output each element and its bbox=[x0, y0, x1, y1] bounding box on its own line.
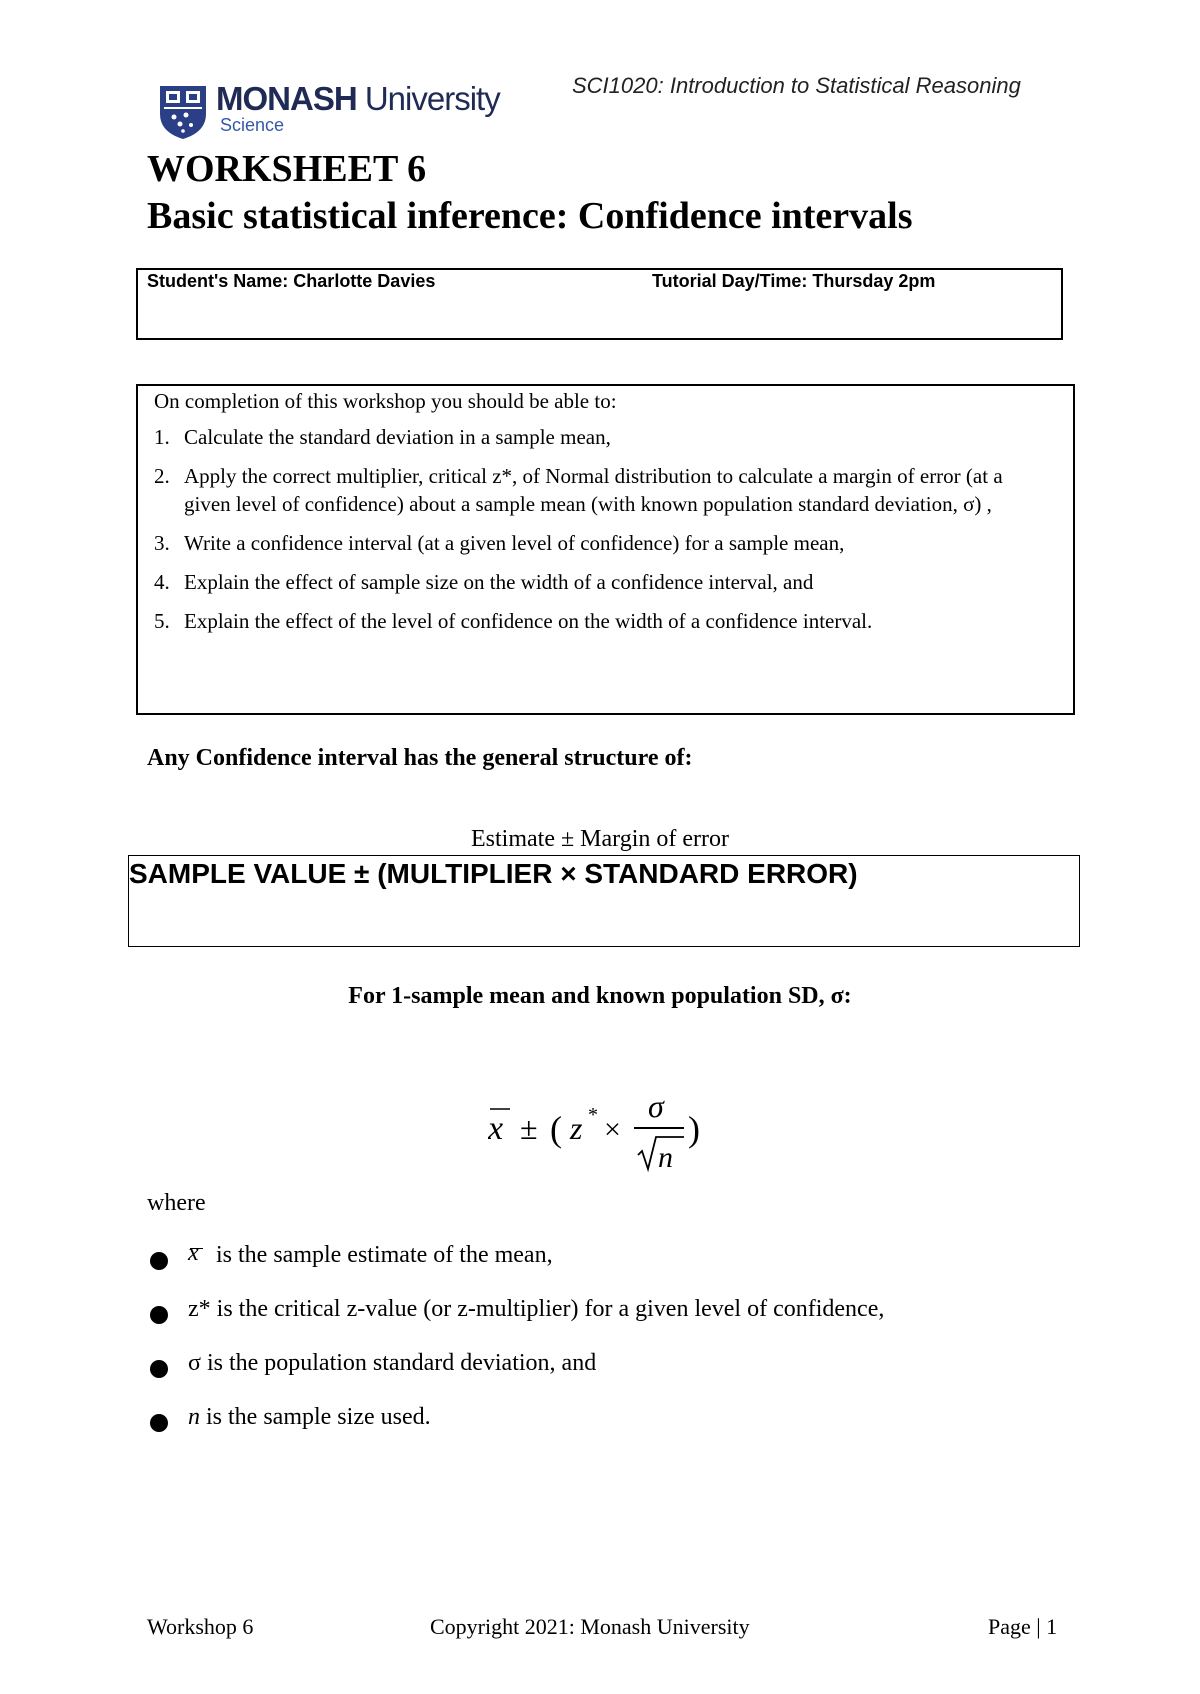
general-structure-heading: Any Confidence interval has the general structure of: bbox=[147, 745, 693, 771]
equation-z: z bbox=[570, 1110, 583, 1146]
bullet-icon bbox=[150, 1360, 168, 1378]
objective-item: 1. Calculate the standard deviation in a sample mean, bbox=[154, 425, 611, 449]
objective-item: 4. Explain the effect of sample size on the width of a confidence interval, and bbox=[154, 570, 814, 594]
student-name-field: Student's Name: Charlotte Davies bbox=[147, 271, 436, 291]
definition-item: x is the sample estimate of the mean, bbox=[150, 1242, 1070, 1296]
definition-item: z* is the critical z-value (or z-multiplier) for a given level of confidence, bbox=[150, 1296, 1070, 1350]
worksheet-subtitle: Basic statistical inference: Confidence intervals bbox=[147, 195, 913, 237]
equation-close-paren: ) bbox=[688, 1109, 700, 1149]
equation-sigma: σ bbox=[648, 1088, 664, 1124]
bullet-icon bbox=[150, 1306, 168, 1324]
n-symbol: n bbox=[188, 1404, 200, 1430]
learning-objectives-box bbox=[136, 384, 1075, 715]
footer-page-number: Page | 1 bbox=[988, 1614, 1058, 1639]
footer-workshop: Workshop 6 bbox=[147, 1614, 254, 1639]
definitions-list bbox=[150, 1242, 1070, 1458]
worksheet-title: WORKSHEET 6 bbox=[147, 148, 427, 190]
equation-n: n bbox=[658, 1141, 673, 1174]
student-details-box bbox=[136, 268, 1063, 340]
objectives-list bbox=[146, 423, 1065, 635]
objective-item: 2. Apply the correct multiplier, critical z*, of Normal distribution to calculate a margin of error (at a given level of confidence) about a sample mean (with known population standard deviation, σ) , bbox=[154, 464, 1003, 516]
estimate-margin-line: Estimate ± Margin of error bbox=[471, 826, 729, 852]
equation-open-paren: ( bbox=[550, 1109, 562, 1149]
general-formula-box bbox=[128, 855, 1080, 947]
course-title: SCI1020: Introduction to Statistical Reasoning bbox=[572, 73, 1021, 98]
monash-logo bbox=[158, 80, 513, 140]
confidence-interval-equation bbox=[488, 1085, 728, 1175]
bullet-icon bbox=[150, 1252, 168, 1270]
objective-item: 3. Write a confidence interval (at a given level of confidence) for a sample mean, bbox=[154, 531, 845, 555]
one-sample-heading: For 1-sample mean and known population SD, σ: bbox=[348, 983, 852, 1009]
where-label: where bbox=[147, 1190, 206, 1216]
logo-wordmark: MONASH University bbox=[216, 80, 500, 117]
equation-plus-minus: ± bbox=[520, 1110, 538, 1146]
objectives-intro: On completion of this workshop you should be able to: bbox=[154, 389, 617, 413]
logo-faculty: Science bbox=[220, 115, 285, 135]
monash-crest-icon bbox=[158, 84, 208, 140]
bullet-icon bbox=[150, 1414, 168, 1432]
objective-item: 5. Explain the effect of the level of confidence on the width of a confidence interval. bbox=[154, 609, 873, 633]
equation-times: × bbox=[604, 1113, 621, 1146]
footer-copyright: Copyright 2021: Monash University bbox=[430, 1614, 750, 1639]
equation-xbar: x bbox=[488, 1110, 504, 1147]
definition-item: σ is the population standard deviation, and bbox=[150, 1350, 1070, 1404]
tutorial-time-field: Tutorial Day/Time: Thursday 2pm bbox=[652, 271, 936, 291]
definition-item: n is the sample size used. bbox=[150, 1404, 1070, 1458]
equation-star: * bbox=[588, 1104, 598, 1126]
general-formula-text: SAMPLE VALUE ± (MULTIPLIER × STANDARD ERROR) bbox=[129, 858, 858, 889]
